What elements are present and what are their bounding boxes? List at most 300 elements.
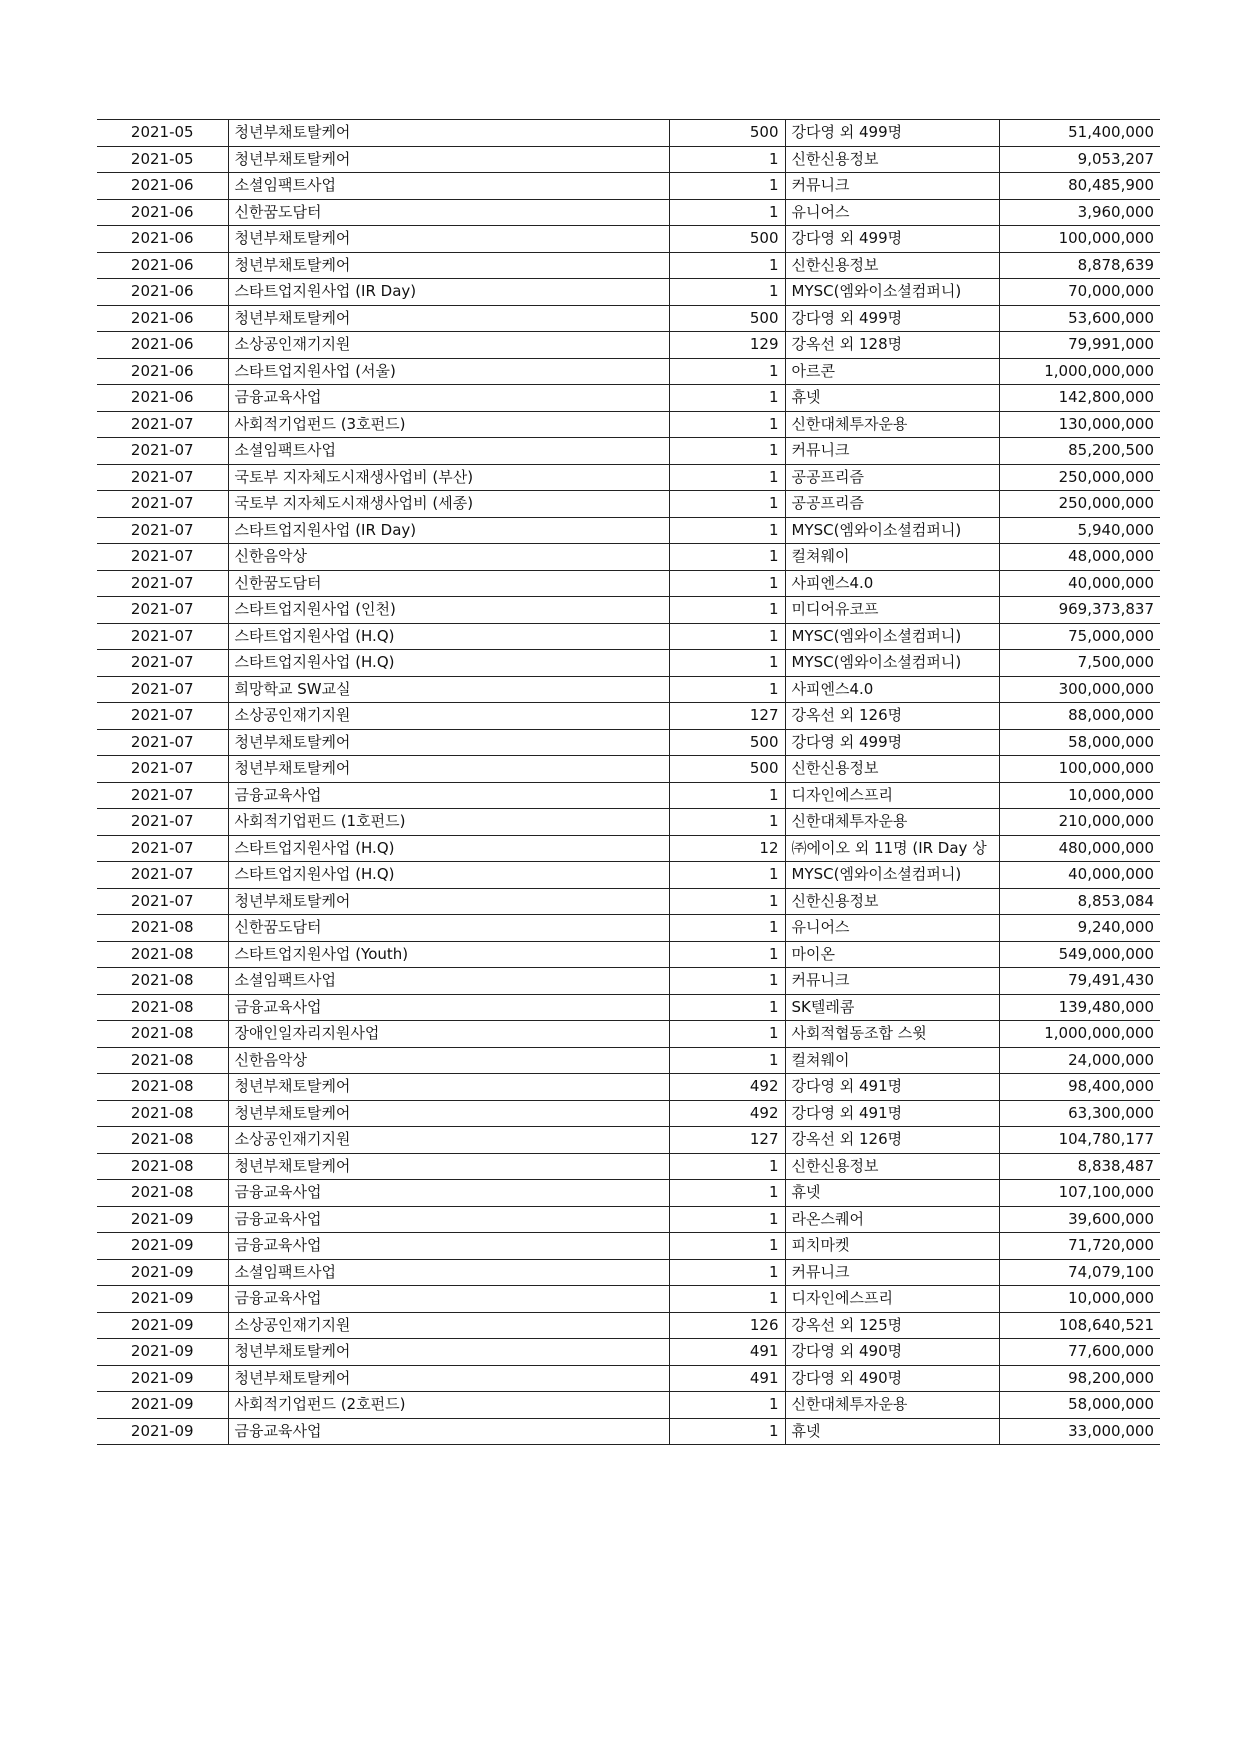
date-cell: 2021-08 bbox=[97, 968, 228, 995]
date-cell: 2021-09 bbox=[97, 1365, 228, 1392]
amount-cell: 51,400,000 bbox=[999, 120, 1160, 147]
count-cell: 1 bbox=[669, 173, 785, 200]
table-row bbox=[97, 703, 1160, 730]
table-row bbox=[97, 252, 1160, 279]
table-row bbox=[97, 756, 1160, 783]
ledger-body bbox=[97, 120, 1160, 1445]
recipient-cell: 강옥선 외 126명 bbox=[785, 703, 999, 730]
date-cell: 2021-07 bbox=[97, 703, 228, 730]
amount-cell: 48,000,000 bbox=[999, 544, 1160, 571]
date-cell: 2021-06 bbox=[97, 252, 228, 279]
program-cell: 청년부채토탈케어 bbox=[228, 252, 669, 279]
recipient-cell: 공공프리즘 bbox=[785, 464, 999, 491]
table-row bbox=[97, 332, 1160, 359]
recipient-cell: 강다영 외 499명 bbox=[785, 305, 999, 332]
table-row bbox=[97, 226, 1160, 253]
amount-cell: 480,000,000 bbox=[999, 835, 1160, 862]
date-cell: 2021-07 bbox=[97, 438, 228, 465]
program-cell: 스타트업지원사업 (IR Day) bbox=[228, 517, 669, 544]
program-cell: 사회적기업펀드 (1호펀드) bbox=[228, 809, 669, 836]
count-cell: 500 bbox=[669, 305, 785, 332]
date-cell: 2021-06 bbox=[97, 332, 228, 359]
program-cell: 신한꿈도담터 bbox=[228, 570, 669, 597]
date-cell: 2021-09 bbox=[97, 1312, 228, 1339]
table-row bbox=[97, 1127, 1160, 1154]
amount-cell: 40,000,000 bbox=[999, 570, 1160, 597]
count-cell: 1 bbox=[669, 464, 785, 491]
amount-cell: 71,720,000 bbox=[999, 1233, 1160, 1260]
recipient-cell: 사회적협동조합 스윗 bbox=[785, 1021, 999, 1048]
count-cell: 1 bbox=[669, 252, 785, 279]
recipient-cell: 유니어스 bbox=[785, 199, 999, 226]
table-row bbox=[97, 1206, 1160, 1233]
table-row bbox=[97, 146, 1160, 173]
recipient-cell: 라온스퀘어 bbox=[785, 1206, 999, 1233]
table-row bbox=[97, 1418, 1160, 1445]
count-cell: 1 bbox=[669, 809, 785, 836]
amount-cell: 58,000,000 bbox=[999, 1392, 1160, 1419]
table-row bbox=[97, 544, 1160, 571]
table-row bbox=[97, 438, 1160, 465]
recipient-cell: 강다영 외 490명 bbox=[785, 1339, 999, 1366]
amount-cell: 300,000,000 bbox=[999, 676, 1160, 703]
table-row bbox=[97, 279, 1160, 306]
date-cell: 2021-07 bbox=[97, 676, 228, 703]
date-cell: 2021-06 bbox=[97, 173, 228, 200]
amount-cell: 104,780,177 bbox=[999, 1127, 1160, 1154]
count-cell: 1 bbox=[669, 491, 785, 518]
program-cell: 청년부채토탈케어 bbox=[228, 888, 669, 915]
table-row bbox=[97, 1074, 1160, 1101]
date-cell: 2021-08 bbox=[97, 1153, 228, 1180]
amount-cell: 9,053,207 bbox=[999, 146, 1160, 173]
table-row bbox=[97, 676, 1160, 703]
program-cell: 금융교육사업 bbox=[228, 1286, 669, 1313]
count-cell: 1 bbox=[669, 941, 785, 968]
count-cell: 500 bbox=[669, 756, 785, 783]
count-cell: 500 bbox=[669, 226, 785, 253]
date-cell: 2021-06 bbox=[97, 199, 228, 226]
table-row bbox=[97, 305, 1160, 332]
date-cell: 2021-07 bbox=[97, 544, 228, 571]
program-cell: 사회적기업펀드 (3호펀드) bbox=[228, 411, 669, 438]
count-cell: 1 bbox=[669, 570, 785, 597]
date-cell: 2021-08 bbox=[97, 1127, 228, 1154]
program-cell: 청년부채토탈케어 bbox=[228, 226, 669, 253]
program-cell: 국토부 지자체도시재생사업비 (세종) bbox=[228, 491, 669, 518]
program-cell: 소상공인재기지원 bbox=[228, 1127, 669, 1154]
date-cell: 2021-05 bbox=[97, 146, 228, 173]
program-cell: 청년부채토탈케어 bbox=[228, 729, 669, 756]
program-cell: 스타트업지원사업 (서울) bbox=[228, 358, 669, 385]
recipient-cell: MYSC(엠와이소셜컴퍼니) bbox=[785, 517, 999, 544]
amount-cell: 9,240,000 bbox=[999, 915, 1160, 942]
table-row bbox=[97, 597, 1160, 624]
count-cell: 1 bbox=[669, 915, 785, 942]
recipient-cell: 강다영 외 491명 bbox=[785, 1074, 999, 1101]
date-cell: 2021-07 bbox=[97, 464, 228, 491]
program-cell: 금융교육사업 bbox=[228, 1418, 669, 1445]
table-row bbox=[97, 1259, 1160, 1286]
program-cell: 청년부채토탈케어 bbox=[228, 1365, 669, 1392]
amount-cell: 88,000,000 bbox=[999, 703, 1160, 730]
table-row bbox=[97, 809, 1160, 836]
date-cell: 2021-08 bbox=[97, 1180, 228, 1207]
table-row bbox=[97, 1021, 1160, 1048]
count-cell: 1 bbox=[669, 994, 785, 1021]
program-cell: 소셜임팩트사업 bbox=[228, 438, 669, 465]
count-cell: 1 bbox=[669, 1418, 785, 1445]
date-cell: 2021-08 bbox=[97, 1047, 228, 1074]
recipient-cell: 사피엔스4.0 bbox=[785, 570, 999, 597]
date-cell: 2021-07 bbox=[97, 411, 228, 438]
date-cell: 2021-06 bbox=[97, 385, 228, 412]
program-cell: 청년부채토탈케어 bbox=[228, 1339, 669, 1366]
amount-cell: 250,000,000 bbox=[999, 491, 1160, 518]
count-cell: 1 bbox=[669, 385, 785, 412]
amount-cell: 79,491,430 bbox=[999, 968, 1160, 995]
recipient-cell: 신한대체투자운용 bbox=[785, 1392, 999, 1419]
date-cell: 2021-07 bbox=[97, 517, 228, 544]
program-cell: 스타트업지원사업 (H.Q) bbox=[228, 835, 669, 862]
program-cell: 희망학교 SW교실 bbox=[228, 676, 669, 703]
date-cell: 2021-07 bbox=[97, 782, 228, 809]
amount-cell: 969,373,837 bbox=[999, 597, 1160, 624]
program-cell: 소상공인재기지원 bbox=[228, 1312, 669, 1339]
date-cell: 2021-09 bbox=[97, 1418, 228, 1445]
count-cell: 1 bbox=[669, 358, 785, 385]
recipient-cell: 컬쳐웨이 bbox=[785, 544, 999, 571]
date-cell: 2021-07 bbox=[97, 491, 228, 518]
payment-ledger-table bbox=[97, 119, 1160, 1445]
recipient-cell: 강옥선 외 126명 bbox=[785, 1127, 999, 1154]
count-cell: 1 bbox=[669, 411, 785, 438]
amount-cell: 53,600,000 bbox=[999, 305, 1160, 332]
table-row bbox=[97, 199, 1160, 226]
count-cell: 1 bbox=[669, 199, 785, 226]
date-cell: 2021-07 bbox=[97, 756, 228, 783]
date-cell: 2021-09 bbox=[97, 1286, 228, 1313]
program-cell: 금융교육사업 bbox=[228, 1206, 669, 1233]
amount-cell: 107,100,000 bbox=[999, 1180, 1160, 1207]
recipient-cell: 커뮤니크 bbox=[785, 968, 999, 995]
date-cell: 2021-05 bbox=[97, 120, 228, 147]
program-cell: 청년부채토탈케어 bbox=[228, 756, 669, 783]
date-cell: 2021-09 bbox=[97, 1259, 228, 1286]
table-row bbox=[97, 411, 1160, 438]
recipient-cell: 디자인에스프리 bbox=[785, 1286, 999, 1313]
amount-cell: 24,000,000 bbox=[999, 1047, 1160, 1074]
count-cell: 1 bbox=[669, 1206, 785, 1233]
date-cell: 2021-08 bbox=[97, 1021, 228, 1048]
date-cell: 2021-06 bbox=[97, 226, 228, 253]
date-cell: 2021-07 bbox=[97, 888, 228, 915]
recipient-cell: 커뮤니크 bbox=[785, 1259, 999, 1286]
table-row bbox=[97, 1392, 1160, 1419]
table-row bbox=[97, 570, 1160, 597]
program-cell: 신한꿈도담터 bbox=[228, 915, 669, 942]
count-cell: 1 bbox=[669, 1047, 785, 1074]
recipient-cell: 강다영 외 499명 bbox=[785, 729, 999, 756]
program-cell: 청년부채토탈케어 bbox=[228, 120, 669, 147]
program-cell: 사회적기업펀드 (2호펀드) bbox=[228, 1392, 669, 1419]
date-cell: 2021-06 bbox=[97, 358, 228, 385]
amount-cell: 79,991,000 bbox=[999, 332, 1160, 359]
table-row bbox=[97, 968, 1160, 995]
amount-cell: 3,960,000 bbox=[999, 199, 1160, 226]
recipient-cell: 디자인에스프리 bbox=[785, 782, 999, 809]
date-cell: 2021-08 bbox=[97, 1074, 228, 1101]
amount-cell: 8,838,487 bbox=[999, 1153, 1160, 1180]
table-row bbox=[97, 915, 1160, 942]
table-row bbox=[97, 517, 1160, 544]
table-row bbox=[97, 782, 1160, 809]
count-cell: 1 bbox=[669, 438, 785, 465]
count-cell: 1 bbox=[669, 517, 785, 544]
amount-cell: 98,400,000 bbox=[999, 1074, 1160, 1101]
count-cell: 492 bbox=[669, 1074, 785, 1101]
amount-cell: 142,800,000 bbox=[999, 385, 1160, 412]
program-cell: 소상공인재기지원 bbox=[228, 703, 669, 730]
table-row bbox=[97, 1286, 1160, 1313]
date-cell: 2021-06 bbox=[97, 305, 228, 332]
table-row bbox=[97, 729, 1160, 756]
table-row bbox=[97, 1100, 1160, 1127]
date-cell: 2021-07 bbox=[97, 597, 228, 624]
recipient-cell: 신한신용정보 bbox=[785, 146, 999, 173]
amount-cell: 5,940,000 bbox=[999, 517, 1160, 544]
count-cell: 491 bbox=[669, 1339, 785, 1366]
recipient-cell: 강옥선 외 128명 bbox=[785, 332, 999, 359]
program-cell: 스타트업지원사업 (H.Q) bbox=[228, 862, 669, 889]
program-cell: 장애인일자리지원사업 bbox=[228, 1021, 669, 1048]
program-cell: 금융교육사업 bbox=[228, 1180, 669, 1207]
amount-cell: 85,200,500 bbox=[999, 438, 1160, 465]
program-cell: 국토부 지자체도시재생사업비 (부산) bbox=[228, 464, 669, 491]
table-row bbox=[97, 1339, 1160, 1366]
count-cell: 1 bbox=[669, 146, 785, 173]
table-row bbox=[97, 888, 1160, 915]
amount-cell: 8,878,639 bbox=[999, 252, 1160, 279]
recipient-cell: 강다영 외 491명 bbox=[785, 1100, 999, 1127]
amount-cell: 10,000,000 bbox=[999, 1286, 1160, 1313]
program-cell: 소셜임팩트사업 bbox=[228, 1259, 669, 1286]
recipient-cell: 휴넷 bbox=[785, 1180, 999, 1207]
recipient-cell: 미디어유코프 bbox=[785, 597, 999, 624]
recipient-cell: 신한신용정보 bbox=[785, 756, 999, 783]
amount-cell: 100,000,000 bbox=[999, 756, 1160, 783]
program-cell: 청년부채토탈케어 bbox=[228, 146, 669, 173]
amount-cell: 74,079,100 bbox=[999, 1259, 1160, 1286]
program-cell: 청년부채토탈케어 bbox=[228, 1153, 669, 1180]
count-cell: 129 bbox=[669, 332, 785, 359]
recipient-cell: 커뮤니크 bbox=[785, 173, 999, 200]
recipient-cell: 신한대체투자운용 bbox=[785, 411, 999, 438]
recipient-cell: ㈜에이오 외 11명 (IR Day 상 bbox=[785, 835, 999, 862]
amount-cell: 63,300,000 bbox=[999, 1100, 1160, 1127]
amount-cell: 549,000,000 bbox=[999, 941, 1160, 968]
table-row bbox=[97, 1153, 1160, 1180]
amount-cell: 1,000,000,000 bbox=[999, 1021, 1160, 1048]
date-cell: 2021-08 bbox=[97, 1100, 228, 1127]
count-cell: 12 bbox=[669, 835, 785, 862]
table-row bbox=[97, 1312, 1160, 1339]
table-row bbox=[97, 1047, 1160, 1074]
date-cell: 2021-07 bbox=[97, 623, 228, 650]
count-cell: 1 bbox=[669, 676, 785, 703]
amount-cell: 75,000,000 bbox=[999, 623, 1160, 650]
program-cell: 소셜임팩트사업 bbox=[228, 173, 669, 200]
amount-cell: 250,000,000 bbox=[999, 464, 1160, 491]
program-cell: 금융교육사업 bbox=[228, 994, 669, 1021]
recipient-cell: MYSC(엠와이소셜컴퍼니) bbox=[785, 623, 999, 650]
count-cell: 1 bbox=[669, 623, 785, 650]
program-cell: 신한음악상 bbox=[228, 544, 669, 571]
recipient-cell: 사피엔스4.0 bbox=[785, 676, 999, 703]
program-cell: 스타트업지원사업 (H.Q) bbox=[228, 623, 669, 650]
recipient-cell: MYSC(엠와이소셜컴퍼니) bbox=[785, 862, 999, 889]
date-cell: 2021-07 bbox=[97, 729, 228, 756]
date-cell: 2021-07 bbox=[97, 570, 228, 597]
amount-cell: 10,000,000 bbox=[999, 782, 1160, 809]
date-cell: 2021-08 bbox=[97, 994, 228, 1021]
amount-cell: 70,000,000 bbox=[999, 279, 1160, 306]
count-cell: 1 bbox=[669, 862, 785, 889]
count-cell: 127 bbox=[669, 703, 785, 730]
count-cell: 1 bbox=[669, 888, 785, 915]
table-row bbox=[97, 650, 1160, 677]
program-cell: 소셜임팩트사업 bbox=[228, 968, 669, 995]
amount-cell: 1,000,000,000 bbox=[999, 358, 1160, 385]
program-cell: 스타트업지원사업 (IR Day) bbox=[228, 279, 669, 306]
recipient-cell: SK텔레콤 bbox=[785, 994, 999, 1021]
count-cell: 126 bbox=[669, 1312, 785, 1339]
recipient-cell: 신한신용정보 bbox=[785, 252, 999, 279]
table-row bbox=[97, 623, 1160, 650]
program-cell: 소상공인재기지원 bbox=[228, 332, 669, 359]
count-cell: 1 bbox=[669, 1153, 785, 1180]
program-cell: 신한꿈도담터 bbox=[228, 199, 669, 226]
date-cell: 2021-09 bbox=[97, 1206, 228, 1233]
date-cell: 2021-07 bbox=[97, 835, 228, 862]
program-cell: 스타트업지원사업 (Youth) bbox=[228, 941, 669, 968]
recipient-cell: 휴넷 bbox=[785, 1418, 999, 1445]
table-row bbox=[97, 835, 1160, 862]
recipient-cell: 휴넷 bbox=[785, 385, 999, 412]
recipient-cell: 강다영 외 490명 bbox=[785, 1365, 999, 1392]
count-cell: 500 bbox=[669, 729, 785, 756]
amount-cell: 40,000,000 bbox=[999, 862, 1160, 889]
recipient-cell: 아르콘 bbox=[785, 358, 999, 385]
amount-cell: 100,000,000 bbox=[999, 226, 1160, 253]
date-cell: 2021-09 bbox=[97, 1392, 228, 1419]
recipient-cell: 신한신용정보 bbox=[785, 1153, 999, 1180]
count-cell: 1 bbox=[669, 1021, 785, 1048]
table-row bbox=[97, 862, 1160, 889]
table-row bbox=[97, 491, 1160, 518]
count-cell: 1 bbox=[669, 782, 785, 809]
program-cell: 청년부채토탈케어 bbox=[228, 305, 669, 332]
count-cell: 1 bbox=[669, 968, 785, 995]
program-cell: 청년부채토탈케어 bbox=[228, 1074, 669, 1101]
table-row bbox=[97, 1233, 1160, 1260]
recipient-cell: MYSC(엠와이소셜컴퍼니) bbox=[785, 650, 999, 677]
amount-cell: 8,853,084 bbox=[999, 888, 1160, 915]
table-row bbox=[97, 941, 1160, 968]
date-cell: 2021-09 bbox=[97, 1233, 228, 1260]
count-cell: 1 bbox=[669, 544, 785, 571]
count-cell: 1 bbox=[669, 1286, 785, 1313]
date-cell: 2021-08 bbox=[97, 915, 228, 942]
date-cell: 2021-06 bbox=[97, 279, 228, 306]
recipient-cell: 신한신용정보 bbox=[785, 888, 999, 915]
recipient-cell: 신한대체투자운용 bbox=[785, 809, 999, 836]
amount-cell: 77,600,000 bbox=[999, 1339, 1160, 1366]
recipient-cell: 강다영 외 499명 bbox=[785, 226, 999, 253]
amount-cell: 130,000,000 bbox=[999, 411, 1160, 438]
count-cell: 1 bbox=[669, 597, 785, 624]
table-row bbox=[97, 120, 1160, 147]
amount-cell: 39,600,000 bbox=[999, 1206, 1160, 1233]
count-cell: 1 bbox=[669, 1259, 785, 1286]
count-cell: 1 bbox=[669, 279, 785, 306]
amount-cell: 108,640,521 bbox=[999, 1312, 1160, 1339]
date-cell: 2021-07 bbox=[97, 862, 228, 889]
recipient-cell: 컬쳐웨이 bbox=[785, 1047, 999, 1074]
program-cell: 청년부채토탈케어 bbox=[228, 1100, 669, 1127]
table-row bbox=[97, 1365, 1160, 1392]
table-row bbox=[97, 464, 1160, 491]
table-row bbox=[97, 385, 1160, 412]
table-row bbox=[97, 994, 1160, 1021]
program-cell: 신한음악상 bbox=[228, 1047, 669, 1074]
date-cell: 2021-07 bbox=[97, 650, 228, 677]
date-cell: 2021-09 bbox=[97, 1339, 228, 1366]
table-row bbox=[97, 173, 1160, 200]
count-cell: 500 bbox=[669, 120, 785, 147]
recipient-cell: 공공프리즘 bbox=[785, 491, 999, 518]
recipient-cell: 강옥선 외 125명 bbox=[785, 1312, 999, 1339]
amount-cell: 7,500,000 bbox=[999, 650, 1160, 677]
program-cell: 금융교육사업 bbox=[228, 1233, 669, 1260]
count-cell: 1 bbox=[669, 650, 785, 677]
program-cell: 스타트업지원사업 (H.Q) bbox=[228, 650, 669, 677]
program-cell: 스타트업지원사업 (인천) bbox=[228, 597, 669, 624]
recipient-cell: 유니어스 bbox=[785, 915, 999, 942]
amount-cell: 210,000,000 bbox=[999, 809, 1160, 836]
count-cell: 492 bbox=[669, 1100, 785, 1127]
program-cell: 금융교육사업 bbox=[228, 385, 669, 412]
count-cell: 491 bbox=[669, 1365, 785, 1392]
recipient-cell: MYSC(엠와이소셜컴퍼니) bbox=[785, 279, 999, 306]
amount-cell: 80,485,900 bbox=[999, 173, 1160, 200]
count-cell: 1 bbox=[669, 1233, 785, 1260]
table-row bbox=[97, 358, 1160, 385]
recipient-cell: 피치마켓 bbox=[785, 1233, 999, 1260]
date-cell: 2021-08 bbox=[97, 941, 228, 968]
recipient-cell: 강다영 외 499명 bbox=[785, 120, 999, 147]
recipient-cell: 마이온 bbox=[785, 941, 999, 968]
amount-cell: 139,480,000 bbox=[999, 994, 1160, 1021]
count-cell: 1 bbox=[669, 1392, 785, 1419]
amount-cell: 98,200,000 bbox=[999, 1365, 1160, 1392]
count-cell: 1 bbox=[669, 1180, 785, 1207]
amount-cell: 58,000,000 bbox=[999, 729, 1160, 756]
date-cell: 2021-07 bbox=[97, 809, 228, 836]
amount-cell: 33,000,000 bbox=[999, 1418, 1160, 1445]
table-row bbox=[97, 1180, 1160, 1207]
recipient-cell: 커뮤니크 bbox=[785, 438, 999, 465]
